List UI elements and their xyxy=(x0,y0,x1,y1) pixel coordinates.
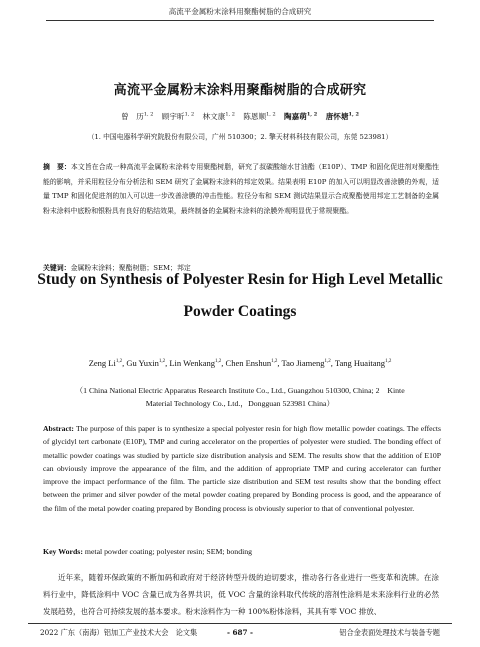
english-keywords-text: metal powder coating; polyester resin; SEM; bonding xyxy=(84,547,253,556)
footer-proceedings: 2022 广东（南海）铝加工产业技术大会 论文集 xyxy=(40,628,198,637)
chinese-author: 唐怀塘$^{1, 2}$ xyxy=(325,111,359,121)
footer-rule xyxy=(28,623,452,624)
chinese-keywords-label: 关键词： xyxy=(43,264,71,272)
english-author: Tao Jiameng$^{1,2}$ xyxy=(281,358,331,368)
chinese-author: 曾 历$^{1, 2}$ xyxy=(121,111,154,121)
header-rule xyxy=(46,20,434,21)
chinese-author: 陈恩顺$^{1, 2}$ xyxy=(243,111,276,121)
chinese-keywords-text: 金属粉末涂料；聚酯树脂；SEM；邦定 xyxy=(70,264,191,272)
english-keywords-label: Key Words: xyxy=(43,547,83,556)
chinese-author: 陶嘉萌$^{1, 2}$ xyxy=(284,111,318,121)
chinese-abstract xyxy=(43,160,439,218)
chinese-title: 高流平金属粉末涂料用聚酯树脂的合成研究 xyxy=(113,83,367,98)
english-author-list: Zeng Li$^{1,2}$, Gu Yuxin$^{1,2}$, Lin Wenkang$^{1,2}$, Chen Enshun$^{1,2}$, Tao Jiameng$^{1,2}$, Tang Huaitang$^{1,2}$ xyxy=(88,358,392,368)
english-author: Chen Enshun$^{1,2}$ xyxy=(225,358,278,368)
english-author: Zeng Li$^{1,2}$ xyxy=(88,358,123,368)
english-abstract-label: Abstract: xyxy=(43,424,74,433)
english-author: Gu Yuxin$^{1,2}$ xyxy=(126,358,166,368)
english-affiliation: （1 China National Electric Apparatus Research Institute Co., Ltd., Guangzhou 510300, China; 2 Kinte Material Technology Co., Ltd.，Dongguan 523981 China） xyxy=(75,386,405,408)
english-keywords xyxy=(43,547,252,556)
chinese-author-list xyxy=(0,111,480,122)
english-abstract xyxy=(43,422,441,515)
english-author: Tang Huaitang$^{1,2}$ xyxy=(334,358,392,368)
chinese-author: 顾宇昕$^{1, 2}$ xyxy=(161,111,195,121)
page-number: - 687 - xyxy=(227,628,253,637)
english-abstract-text: The purpose of this paper is to synthesize a special polyester resin for high flow metallic powder coatings. The effects of glycidyl tert carbonate (E10P), TMP and curing accelerator on the properties of polyester were studied. The bonding effect of metallic powder coatings was studied by particle size distribution analysis and SEM. The results show that the addition of E10P can obviously improve the appearance of the film, and the addition of appropriate TMP and curing accelerator can further improve the impact performance of the film. The particle size distribution and SEM test results show that the bonding effect between the primer and silver powder of the metal powder coating prepared by Bonding process is good, and the appearance of the film of the metal powder coating prepared by Bonding process is obviously superior to that of conventional polyester. xyxy=(43,424,441,513)
footer-session: 铝合金表面处理技术与装备专题 xyxy=(339,628,440,637)
chinese-abstract-text: 本文旨在合成一种高流平金属粉末涂料专用聚酯树脂，研究了叔碳酸缩水甘油酯（E10P）、TMP 和固化促进剂对聚酯性能的影响，并采用粒径分布分析法和 SEM 研究了金属粉末涂料的邦定效果。结果表明 E10P 的加入可以明显改善涂膜的外观，适量 TMP 和固化促进剂的加入可以进一步改善涂膜的冲击性能。粒径分布和 SEM 测试结果显示合成聚酯使用邦定工艺制备的金属粉末涂料中底粉和银粉具有良好的粘结效果，最终制备的金属粉末涂料的涂膜外观明显优于常规聚酯。 xyxy=(43,163,439,215)
chinese-author: 林文康$^{1, 2}$ xyxy=(202,111,235,121)
english-author: Lin Wenkang$^{1,2}$ xyxy=(169,358,222,368)
introduction-paragraph: 近年来，随着环保政策的不断加码和政府对于经济转型升级的迫切要求，推动各行各业进行一些变革和洗牌。在涂料行业中，降低涂料中 VOC 含量已成为各界共识，低 VOC 含量的涂料取代传统的溶剂性涂料是未来涂料行业的必然发展趋势，也符合可持续发展的基本要求。粉末涂料作为一种 100%粉体涂料，其具有零 VOC 排放、 xyxy=(43,573,439,616)
chinese-abstract-label: 摘 要： xyxy=(43,163,71,171)
english-title: Study on Synthesis of Polyester Resin for High Level Metallic Powder Coatings xyxy=(37,271,443,320)
running-header: 高流平金属粉末涂料用聚酯树脂的合成研究 xyxy=(168,7,312,16)
chinese-affiliation: （1. 中国电器科学研究院股份有限公司，广州 510300；2. 擎天材料科技有限公司，东莞 523981） xyxy=(87,133,393,141)
